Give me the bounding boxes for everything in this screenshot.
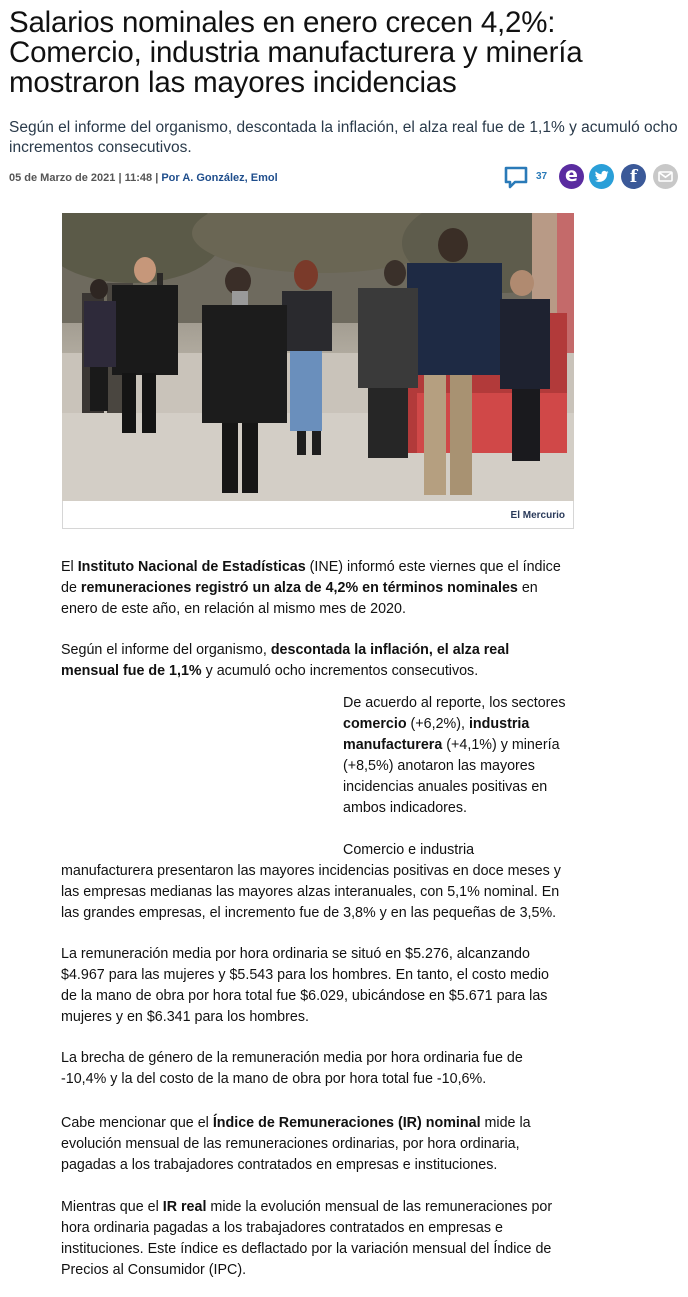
emol-icon[interactable]: e xyxy=(559,164,584,189)
article-date: 05 de Marzo de 2021 xyxy=(9,172,116,184)
body-paragraph: Cabe mencionar que el Índice de Remuneraciones (IR) nominal mide la evolución mensual de las remuneraciones ordinarias, por hora ordinaria, pagadas a los trabajadores contratados en empresas e instituciones. xyxy=(61,1115,531,1173)
photo-caption-box xyxy=(62,501,574,529)
body-paragraph: Mientras que el IR real mide la evolución mensual de las remuneraciones por hora ordinaria pagadas a los trabajadores contratados en empresas e instituciones. Este índice es deflactado por la variación mensual del Índice de Precios al Consumidor (IPC). xyxy=(61,1199,553,1278)
article-time: 11:48 xyxy=(124,172,153,184)
article-headline: Salarios nominales en enero crecen 4,2%: Comercio, industria manufacturera y minería mostraron las mayores incidencias xyxy=(9,6,583,99)
body-paragraph: manufacturera presentaron las mayores incidencias positivas en doce meses y las empresas medianas las mayores alzas interanuales, con 5,1% nominal. En las grandes empresas, el incremento fue de 3,8% y en las pequeñas de 3,5%. xyxy=(61,863,561,921)
comment-icon[interactable] xyxy=(503,165,529,189)
body-paragraph: La remuneración media por hora ordinaria se situó en $5.276, alcanzando $4.967 para las mujeres y $5.543 para los hombres. En tanto, el costo medio de la mano de obra por hora total fue $6.029, ubicándose en $5.671 para las mujeres y en $6.341 para los hombres. xyxy=(61,946,549,1025)
photo-credit: El Mercurio xyxy=(510,510,565,521)
mail-icon[interactable] xyxy=(653,164,678,189)
twitter-icon[interactable] xyxy=(589,164,614,189)
body-paragraph: El Instituto Nacional de Estadísticas (INE) informó este viernes que el índice de remuneraciones registró un alza de 4,2% en términos nominales en enero de este año, en relación al mismo mes de 2020. xyxy=(61,559,561,617)
social-share-bar xyxy=(503,163,681,191)
body-paragraph: La brecha de género de la remuneración media por hora ordinaria fue de -10,4% y la del costo de la mano de obra por hora total fue -10,6%. xyxy=(61,1050,523,1087)
body-paragraph: Comercio e industria xyxy=(343,842,475,858)
body-paragraph: Según el informe del organismo, descontada la inflación, el alza real mensual fue de 1,1% y acumuló ocho incrementos consecutivos. xyxy=(61,642,510,679)
article-meta xyxy=(9,172,278,184)
article-author[interactable]: Por A. González, Emol xyxy=(161,172,278,184)
article-photo xyxy=(62,213,574,501)
meta-separator: | xyxy=(118,172,122,184)
bottom-fade xyxy=(0,1278,688,1297)
body-paragraph: De acuerdo al reporte, los sectores comercio (+6,2%), industria manufacturera (+4,1%) y minería (+8,5%) anotaron las mayores incidencias anuales positivas en ambos indicadores. xyxy=(343,695,566,816)
facebook-icon[interactable]: f xyxy=(621,164,646,189)
article-subtitle: Según el informe del organismo, descontada la inflación, el alza real fue de 1,1% y acumuló ocho incrementos consecutivos. xyxy=(9,119,678,156)
meta-separator: | xyxy=(155,172,159,184)
comment-count[interactable]: 37 xyxy=(536,171,548,182)
